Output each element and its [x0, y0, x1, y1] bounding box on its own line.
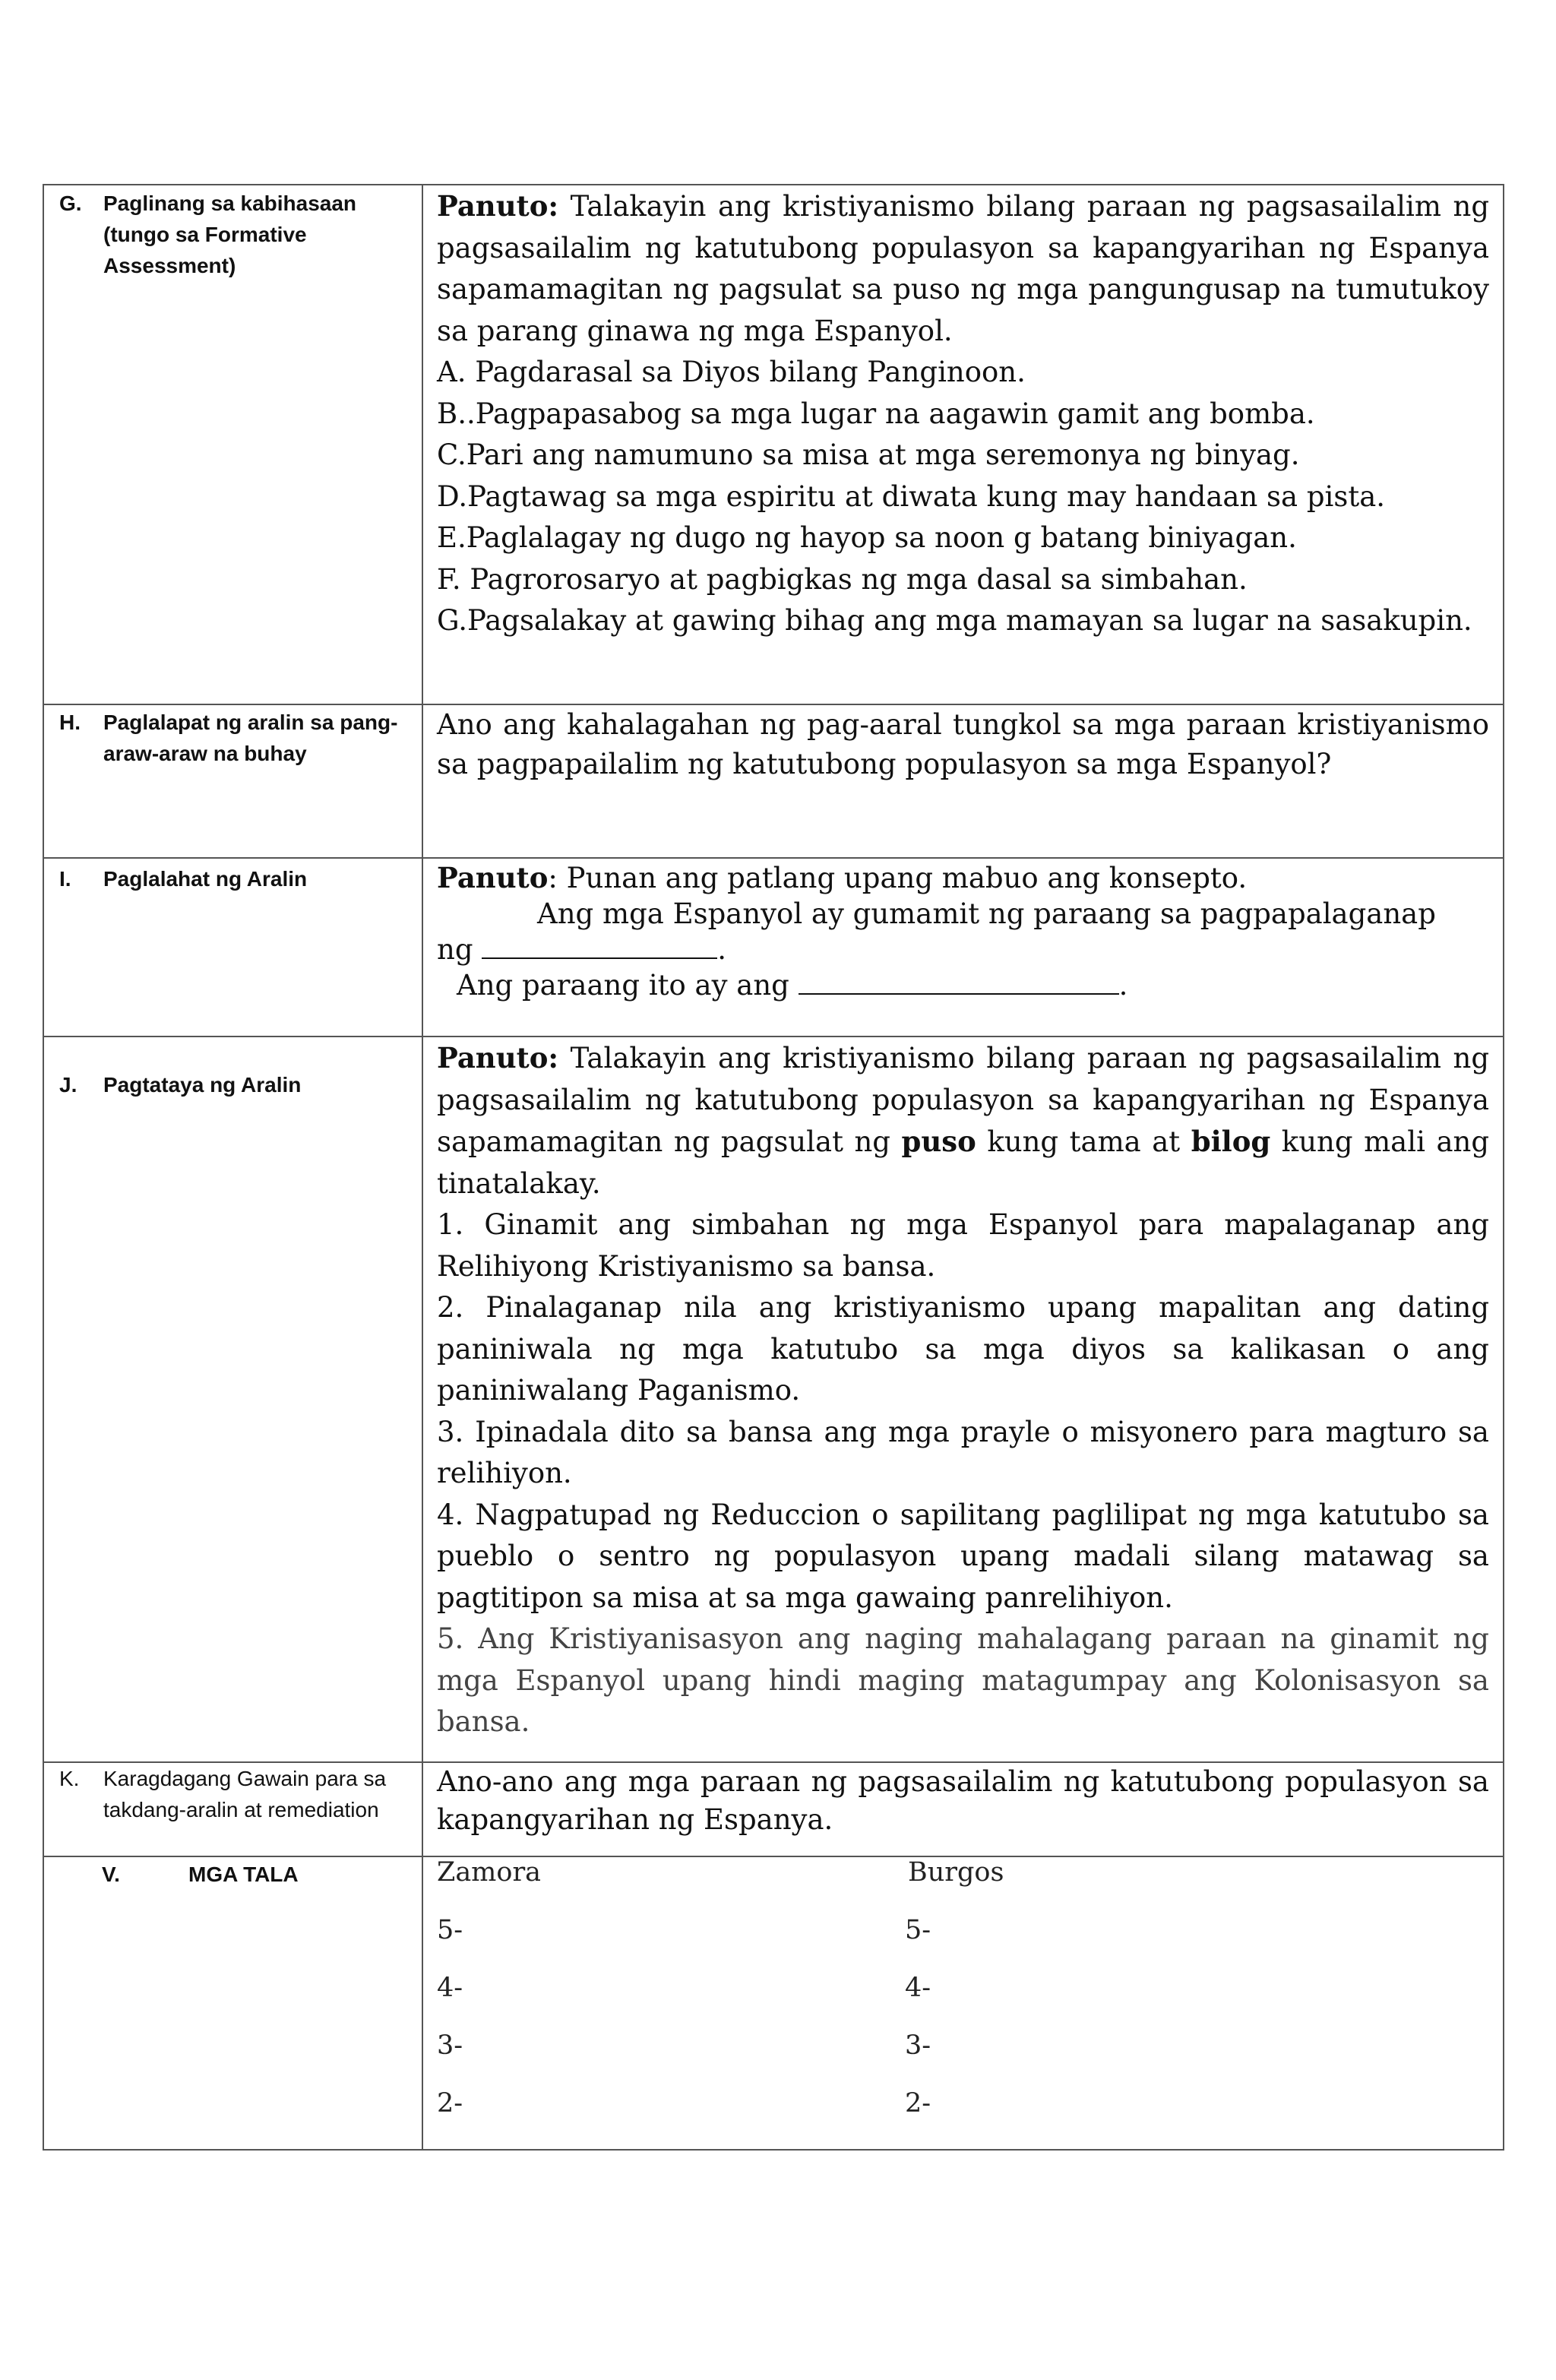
fill-blank-1[interactable]	[482, 936, 717, 959]
row-i-instruction: Panuto: Punan ang patlang upang mabuo ang konsepto.	[437, 861, 1248, 894]
row-j-letter: J.	[59, 1073, 77, 1097]
row-j-panuto: Panuto:	[437, 1041, 559, 1074]
row-h-question: Ano ang kahalagahan ng pag-aaral tungkol sa mga paraan kristiyanismo sa pagpapailalim ng katutubong populasyon sa mga Espanyol?	[437, 708, 1489, 780]
row-j-item: 4. Nagpatupad ng Reduccion o sapilitang paglilipat ng mga katutubo sa pueblo o sentro ng populasyon upang madali silang matawag sa pagtitipon sa misa at sa mga gawaing panrelihiyon.	[437, 1498, 1489, 1614]
row-k	[43, 1762, 1504, 1856]
row-g-label: Paglinang sa kabihasaan (tungo sa Formative Assessment)	[103, 191, 357, 277]
row-g-item: C.Pari ang namumuno sa misa at mga seremonya ng binyag.	[437, 438, 1300, 471]
zamora-score-4: 4-	[437, 1973, 463, 2003]
row-i-panuto: Panuto	[437, 861, 549, 894]
row-v-label: MGA TALA	[188, 1863, 299, 1886]
row-j-bilog: bilog	[1191, 1125, 1271, 1158]
row-k-label: Karagdagang Gawain para sa takdang-aralin at remediation	[103, 1767, 387, 1821]
mga-tala-scores	[423, 1857, 1503, 2149]
row-i-letter: I.	[59, 867, 71, 891]
row-i-line3: Ang paraang ito ay ang .	[457, 969, 1128, 1002]
row-i-label: Paglalahat ng Aralin	[103, 867, 308, 891]
row-j-item: 5. Ang Kristiyanisasyon ang naging mahalagang paraan na ginamit ng mga Espanyol upang hindi maging matagumpay ang Kolonisasyon sa bansa.	[437, 1622, 1489, 1738]
row-g-instruction: Panuto: Talakayin ang kristiyanismo bilang paraan ng pagsasailalim ng pagsasailalim ng katutubong populasyon sa kapangyarihan ng Espanya sapamamagitan ng pagsulat sa puso ng mga pangungusap na tumutukoy sa parang ginawa ng mga Espanyol.	[437, 189, 1489, 347]
row-j-label-cell	[43, 1037, 422, 1762]
row-g-label-cell	[43, 185, 422, 704]
row-h-content-cell	[422, 704, 1504, 858]
row-g-letter: G.	[59, 191, 82, 215]
row-g	[43, 185, 1504, 704]
row-j	[43, 1037, 1504, 1762]
row-g-panuto: Panuto:	[437, 189, 559, 223]
row-g-item: D.Pagtawag sa mga espiritu at diwata kung may handaan sa pista.	[437, 479, 1386, 513]
row-i	[43, 858, 1504, 1037]
row-h-label-cell	[43, 704, 422, 858]
row-h-letter: H.	[59, 711, 81, 734]
burgos-score-4: 4-	[905, 1973, 931, 2003]
zamora-score-3: 3-	[437, 2030, 463, 2061]
row-k-content-cell	[422, 1762, 1504, 1856]
row-g-item: E.Paglalagay ng dugo ng hayop sa noon g batang biniyagan.	[437, 521, 1297, 554]
burgos-score-5: 5-	[905, 1915, 931, 1945]
row-v-label-cell	[43, 1856, 422, 2150]
row-k-label-cell	[43, 1762, 422, 1856]
row-v	[43, 1856, 1504, 2150]
row-j-content-cell	[422, 1037, 1504, 1762]
row-i-content-cell	[422, 858, 1504, 1037]
row-g-item: F. Pagrorosaryo at pagbigkas ng mga dasal sa simbahan.	[437, 562, 1248, 596]
row-g-item: B..Pagpapasabog sa mga lugar na aagawin gamit ang bomba.	[437, 397, 1315, 430]
row-j-item: 1. Ginamit ang simbahan ng mga Espanyol para mapalaganap ang Relihiyong Kristiyanismo sa bansa.	[437, 1208, 1489, 1283]
zamora-score-5: 5-	[437, 1915, 463, 1945]
row-k-letter: K.	[59, 1767, 80, 1790]
row-g-item: G.Pagsalakay at gawing bihag ang mga mamayan sa lugar na sasakupin.	[437, 604, 1472, 637]
col-burgos-header: Burgos	[908, 1857, 1004, 1888]
row-g-item: A. Pagdarasal sa Diyos bilang Panginoon.	[437, 356, 1026, 388]
row-h	[43, 704, 1504, 858]
row-j-label: Pagtataya ng Aralin	[103, 1073, 302, 1097]
row-v-letter: V.	[102, 1863, 120, 1886]
row-h-label: Paglalapat ng aralin sa pang-araw-araw na buhay	[103, 711, 398, 765]
zamora-score-2: 2-	[437, 2088, 463, 2119]
burgos-score-2: 2-	[905, 2088, 931, 2119]
row-i-line2: ng .	[437, 933, 727, 966]
col-zamora-header: Zamora	[437, 1857, 542, 1888]
row-g-content-cell	[422, 185, 1504, 704]
row-v-content-cell	[422, 1856, 1504, 2150]
row-i-line1: Ang mga Espanyol ay gumamit ng paraang sa pagpapalaganap	[537, 897, 1436, 930]
burgos-score-3: 3-	[905, 2030, 931, 2061]
row-i-label-cell	[43, 858, 422, 1037]
row-j-instruction: Panuto: Talakayin ang kristiyanismo bilang paraan ng pagsasailalim ng pagsasailalim ng katutubong populasyon sa kapangyarihan ng Espanya sapamamagitan ng pagsulat ng puso kung tama at bilog kung mali ang tinatalakay.	[437, 1041, 1490, 1200]
row-j-puso: puso	[901, 1125, 976, 1158]
row-k-question: Ano-ano ang mga paraan ng pagsasailalim ng katutubong populasyon sa kapangyarihan ng Espanya.	[437, 1765, 1489, 1836]
row-j-item: 3. Ipinadala dito sa bansa ang mga prayle o misyonero para magturo sa relihiyon.	[437, 1415, 1489, 1489]
lesson-table	[43, 184, 1504, 2151]
fill-blank-2[interactable]	[799, 972, 1119, 995]
row-j-item: 2. Pinalaganap nila ang kristiyanismo upang mapalitan ang dating paniniwala ng mga katutubo sa mga diyos sa kalikasan o ang paniniwalang Paganismo.	[437, 1291, 1489, 1407]
